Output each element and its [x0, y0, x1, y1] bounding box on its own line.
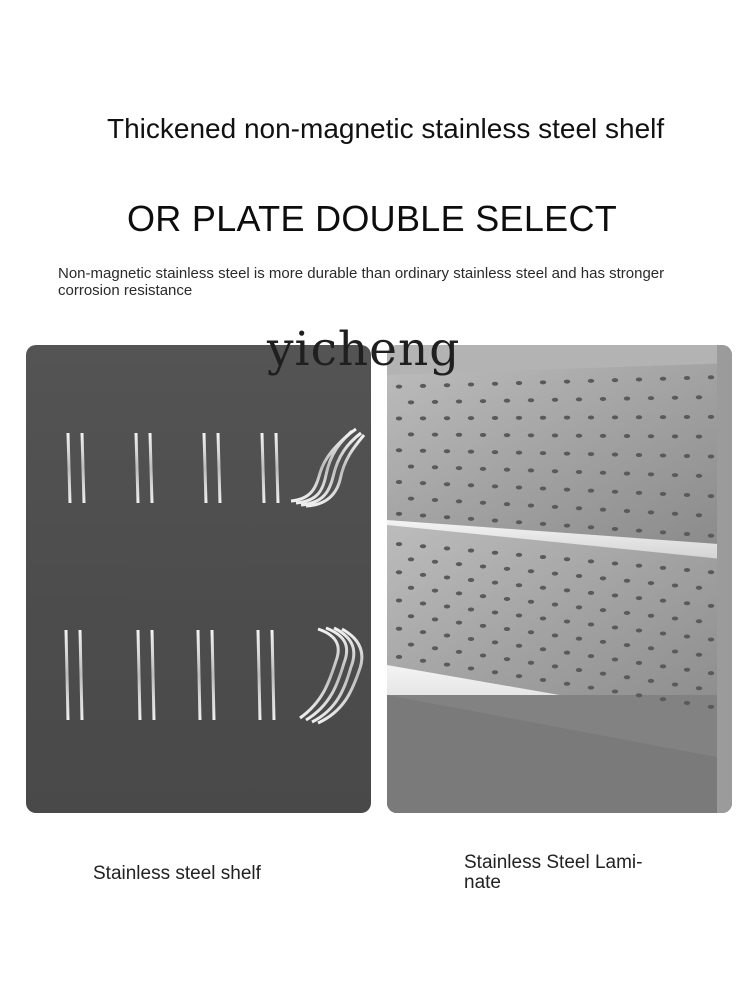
perforation-hole: [432, 498, 438, 502]
perforation-hole: [432, 433, 438, 437]
perforation-hole: [672, 650, 678, 654]
perforation-hole: [540, 678, 546, 682]
perforation-hole: [696, 653, 702, 657]
perforation-hole: [492, 484, 498, 488]
perforation-hole: [492, 551, 498, 555]
perforation-hole: [660, 599, 666, 603]
perforation-hole: [672, 583, 678, 587]
perforation-hole: [672, 512, 678, 516]
perforation-hole: [456, 591, 462, 595]
perforation-hole: [552, 664, 558, 668]
perforation-hole: [444, 663, 450, 667]
perforation-hole: [516, 583, 522, 587]
watermark-text: yicheng: [267, 322, 461, 377]
perforation-hole: [420, 449, 426, 453]
perforation-hole: [516, 451, 522, 455]
perforation-hole: [432, 465, 438, 469]
perforation-hole: [420, 659, 426, 663]
perforation-hole: [588, 623, 594, 627]
perforation-hole: [636, 693, 642, 697]
perforation-hole: [588, 559, 594, 563]
perforation-hole: [444, 416, 450, 420]
perforation-hole: [708, 375, 714, 379]
perforation-hole: [456, 621, 462, 625]
perforation-hole: [456, 562, 462, 566]
perforation-hole: [612, 378, 618, 382]
perforation-hole: [552, 398, 558, 402]
perforation-hole: [588, 452, 594, 456]
perforation-hole: [564, 524, 570, 528]
perforation-hole: [636, 453, 642, 457]
perforation-hole: [696, 513, 702, 517]
perforation-hole: [684, 635, 690, 639]
perforation-hole: [492, 382, 498, 386]
perforation-hole: [576, 637, 582, 641]
perforation-hole: [432, 589, 438, 593]
perforation-hole: [492, 450, 498, 454]
perforation-hole: [564, 557, 570, 561]
perforation-hole: [588, 525, 594, 529]
perforation-hole: [468, 483, 474, 487]
perforation-hole: [636, 661, 642, 665]
perforation-hole: [420, 416, 426, 420]
perforation-hole: [516, 644, 522, 648]
perforation-hole: [672, 434, 678, 438]
perforation-hole: [660, 454, 666, 458]
perforation-hole: [540, 416, 546, 420]
perforation-hole: [408, 643, 414, 647]
perforation-hole: [504, 502, 510, 506]
perforation-hole: [648, 581, 654, 585]
perforation-hole: [432, 560, 438, 564]
perforation-hole: [660, 492, 666, 496]
perforation-hole: [396, 599, 402, 603]
perforation-hole: [408, 465, 414, 469]
perforation-hole: [708, 494, 714, 498]
perforation-hole: [576, 397, 582, 401]
perforation-hole: [492, 611, 498, 615]
perforation-hole: [636, 564, 642, 568]
perforation-hole: [396, 512, 402, 516]
perforation-hole: [636, 377, 642, 381]
perforation-hole: [528, 630, 534, 634]
perforation-hole: [684, 668, 690, 672]
perforation-hole: [564, 651, 570, 655]
perforation-hole: [624, 509, 630, 513]
perforation-hole: [684, 568, 690, 572]
perforation-hole: [432, 617, 438, 621]
perforation-hole: [636, 629, 642, 633]
perforation-hole: [684, 601, 690, 605]
perforation-hole: [648, 679, 654, 683]
perforation-hole: [708, 415, 714, 419]
perforation-hole: [456, 466, 462, 470]
perforation-hole: [660, 632, 666, 636]
perforation-hole: [660, 566, 666, 570]
perforation-hole: [624, 472, 630, 476]
perforation-hole: [492, 640, 498, 644]
perforation-hole: [648, 646, 654, 650]
perforation-hole: [672, 616, 678, 620]
perforation-hole: [516, 520, 522, 524]
perforation-hole: [396, 655, 402, 659]
perforation-hole: [696, 435, 702, 439]
perforation-hole: [504, 399, 510, 403]
page-subtitle: OR PLATE DOUBLE SELECT: [127, 198, 618, 239]
perforation-hole: [492, 581, 498, 585]
perforation-hole: [528, 569, 534, 573]
perforation-hole: [480, 594, 486, 598]
perforation-hole: [660, 415, 666, 419]
perforation-hole: [468, 637, 474, 641]
perforation-hole: [540, 522, 546, 526]
perforation-hole: [636, 415, 642, 419]
lower-wire-basket: [26, 628, 362, 723]
perforation-hole: [684, 454, 690, 458]
perforation-hole: [588, 415, 594, 419]
perforation-hole: [708, 454, 714, 458]
perforation-hole: [648, 472, 654, 476]
perforation-hole: [684, 701, 690, 705]
perforation-hole: [492, 416, 498, 420]
perforation-hole: [468, 666, 474, 670]
perforation-hole: [612, 657, 618, 661]
perforation-hole: [432, 646, 438, 650]
perforation-hole: [480, 654, 486, 658]
perforation-hole: [600, 640, 606, 644]
perforation-hole: [684, 376, 690, 380]
perforation-hole: [708, 638, 714, 642]
perforation-hole: [552, 603, 558, 607]
perforation-hole: [600, 672, 606, 676]
perforation-hole: [708, 671, 714, 675]
perforation-hole: [588, 686, 594, 690]
upper-laminate-plate: [387, 363, 732, 545]
perforation-hole: [672, 396, 678, 400]
perforation-hole: [540, 487, 546, 491]
perforation-hole: [672, 473, 678, 477]
perforation-hole: [696, 474, 702, 478]
perforation-hole: [408, 497, 414, 501]
perforation-hole: [516, 381, 522, 385]
perforation-hole: [660, 664, 666, 668]
perforation-hole: [696, 586, 702, 590]
perforation-hole: [600, 576, 606, 580]
perforation-hole: [600, 608, 606, 612]
perforation-hole: [468, 416, 474, 420]
perforation-hole: [684, 532, 690, 536]
perforation-hole: [552, 469, 558, 473]
perforation-hole: [612, 626, 618, 630]
perforation-hole: [504, 433, 510, 437]
perforation-hole: [468, 382, 474, 386]
perforation-hole: [504, 468, 510, 472]
perforation-hole: [516, 416, 522, 420]
perforation-hole: [444, 515, 450, 519]
perforation-hole: [600, 397, 606, 401]
perforation-hole: [396, 480, 402, 484]
perforation-hole: [528, 398, 534, 402]
perforation-hole: [480, 624, 486, 628]
perforation-hole: [528, 600, 534, 604]
perforation-hole: [708, 570, 714, 574]
page-description: Non-magnetic stainless steel is more durable than ordinary stainless steel and has stronger corrosion resistance: [58, 265, 665, 299]
perforation-hole: [540, 380, 546, 384]
perforation-hole: [468, 549, 474, 553]
perforation-hole: [420, 573, 426, 577]
perforation-hole: [468, 450, 474, 454]
perforation-hole: [528, 433, 534, 437]
perforation-hole: [672, 683, 678, 687]
perforation-hole: [564, 452, 570, 456]
perforation-hole: [564, 620, 570, 624]
perforation-hole: [492, 670, 498, 674]
perforation-hole: [468, 608, 474, 612]
wire-shelf-illustration: [26, 345, 371, 813]
perforation-hole: [588, 591, 594, 595]
perforation-hole: [576, 470, 582, 474]
perforation-hole: [600, 471, 606, 475]
perforation-hole: [480, 399, 486, 403]
perforation-hole: [408, 400, 414, 404]
perforation-hole: [504, 597, 510, 601]
perforation-hole: [552, 572, 558, 576]
perforation-hole: [588, 379, 594, 383]
perforation-hole: [444, 546, 450, 550]
perforation-hole: [456, 499, 462, 503]
perforation-hole: [564, 588, 570, 592]
perforation-hole: [396, 542, 402, 546]
perforation-hole: [480, 467, 486, 471]
perforation-hole: [540, 647, 546, 651]
perforation-hole: [396, 416, 402, 420]
perforation-hole: [408, 586, 414, 590]
perforation-hole: [540, 586, 546, 590]
perforation-hole: [696, 395, 702, 399]
perforation-hole: [648, 614, 654, 618]
perforation-hole: [708, 534, 714, 538]
perforation-hole: [420, 384, 426, 388]
perforation-hole: [528, 468, 534, 472]
perforation-hole: [468, 517, 474, 521]
perforation-hole: [564, 488, 570, 492]
perforation-hole: [624, 579, 630, 583]
perforation-hole: [420, 602, 426, 606]
perforation-hole: [396, 570, 402, 574]
perforation-hole: [420, 544, 426, 548]
perforation-hole: [480, 433, 486, 437]
perforation-hole: [456, 399, 462, 403]
perforation-hole: [612, 562, 618, 566]
perforation-hole: [612, 453, 618, 457]
perforation-hole: [528, 504, 534, 508]
perforation-hole: [612, 594, 618, 598]
perforation-hole: [552, 434, 558, 438]
perforation-hole: [588, 654, 594, 658]
perforation-hole: [492, 519, 498, 523]
perforation-hole: [588, 489, 594, 493]
perforation-hole: [696, 619, 702, 623]
perforation-hole: [660, 697, 666, 701]
perforation-hole: [612, 490, 618, 494]
perforation-hole: [420, 481, 426, 485]
perforation-hole: [444, 482, 450, 486]
laminate-caption: Stainless Steel Lami- nate: [464, 852, 643, 893]
perforated-laminate-image: [387, 345, 732, 813]
perforation-hole: [540, 451, 546, 455]
perforation-hole: [504, 567, 510, 571]
perforation-hole: [396, 627, 402, 631]
perforation-hole: [660, 377, 666, 381]
perforation-hole: [420, 630, 426, 634]
perforation-hole: [624, 643, 630, 647]
perforation-hole: [408, 614, 414, 618]
perforation-hole: [660, 530, 666, 534]
perforation-hole: [444, 449, 450, 453]
perforation-hole: [648, 510, 654, 514]
perforation-hole: [624, 611, 630, 615]
perforation-hole: [552, 505, 558, 509]
perforation-hole: [624, 675, 630, 679]
perforation-hole: [612, 527, 618, 531]
perforation-hole: [564, 682, 570, 686]
perforation-hole: [396, 385, 402, 389]
perforation-hole: [420, 514, 426, 518]
perforation-hole: [600, 508, 606, 512]
perforation-hole: [648, 396, 654, 400]
perforation-hole: [444, 605, 450, 609]
wire-shelf-caption: Stainless steel shelf: [93, 863, 261, 884]
perforation-hole: [408, 557, 414, 561]
perforation-hole: [444, 383, 450, 387]
perforation-hole: [696, 686, 702, 690]
upper-wire-basket: [26, 429, 364, 506]
perforation-hole: [468, 578, 474, 582]
perforation-hole: [612, 689, 618, 693]
perforation-hole: [504, 627, 510, 631]
perforation-hole: [564, 416, 570, 420]
laminate-illustration: [387, 345, 732, 813]
perforation-hole: [684, 493, 690, 497]
perforation-hole: [708, 604, 714, 608]
perforation-hole: [540, 555, 546, 559]
page-title: Thickened non-magnetic stainless steel shelf: [107, 113, 665, 144]
perforation-hole: [432, 400, 438, 404]
perforation-hole: [540, 617, 546, 621]
perforation-hole: [612, 415, 618, 419]
perforation-hole: [552, 633, 558, 637]
perforation-hole: [408, 432, 414, 436]
perforation-hole: [576, 605, 582, 609]
perforation-hole: [708, 705, 714, 709]
perforation-hole: [576, 668, 582, 672]
perforation-hole: [516, 674, 522, 678]
perforation-hole: [444, 634, 450, 638]
perforation-hole: [636, 596, 642, 600]
perforation-hole: [456, 650, 462, 654]
perforation-hole: [396, 448, 402, 452]
perforation-hole: [648, 434, 654, 438]
perforation-hole: [576, 506, 582, 510]
perforation-hole: [516, 553, 522, 557]
perforation-hole: [480, 501, 486, 505]
perforation-hole: [528, 661, 534, 665]
perforation-hole: [480, 564, 486, 568]
wire-shelf-image: [26, 345, 371, 813]
perforation-hole: [456, 433, 462, 437]
perforation-hole: [624, 397, 630, 401]
perforation-hole: [504, 657, 510, 661]
perforation-hole: [516, 485, 522, 489]
perforation-hole: [444, 575, 450, 579]
perforation-hole: [516, 614, 522, 618]
perforation-hole: [636, 491, 642, 495]
perforation-hole: [684, 415, 690, 419]
perforation-hole: [636, 529, 642, 533]
perforation-hole: [576, 434, 582, 438]
perforation-hole: [564, 380, 570, 384]
perforation-hole: [624, 434, 630, 438]
perforation-hole: [576, 574, 582, 578]
perforation-hole: [600, 434, 606, 438]
